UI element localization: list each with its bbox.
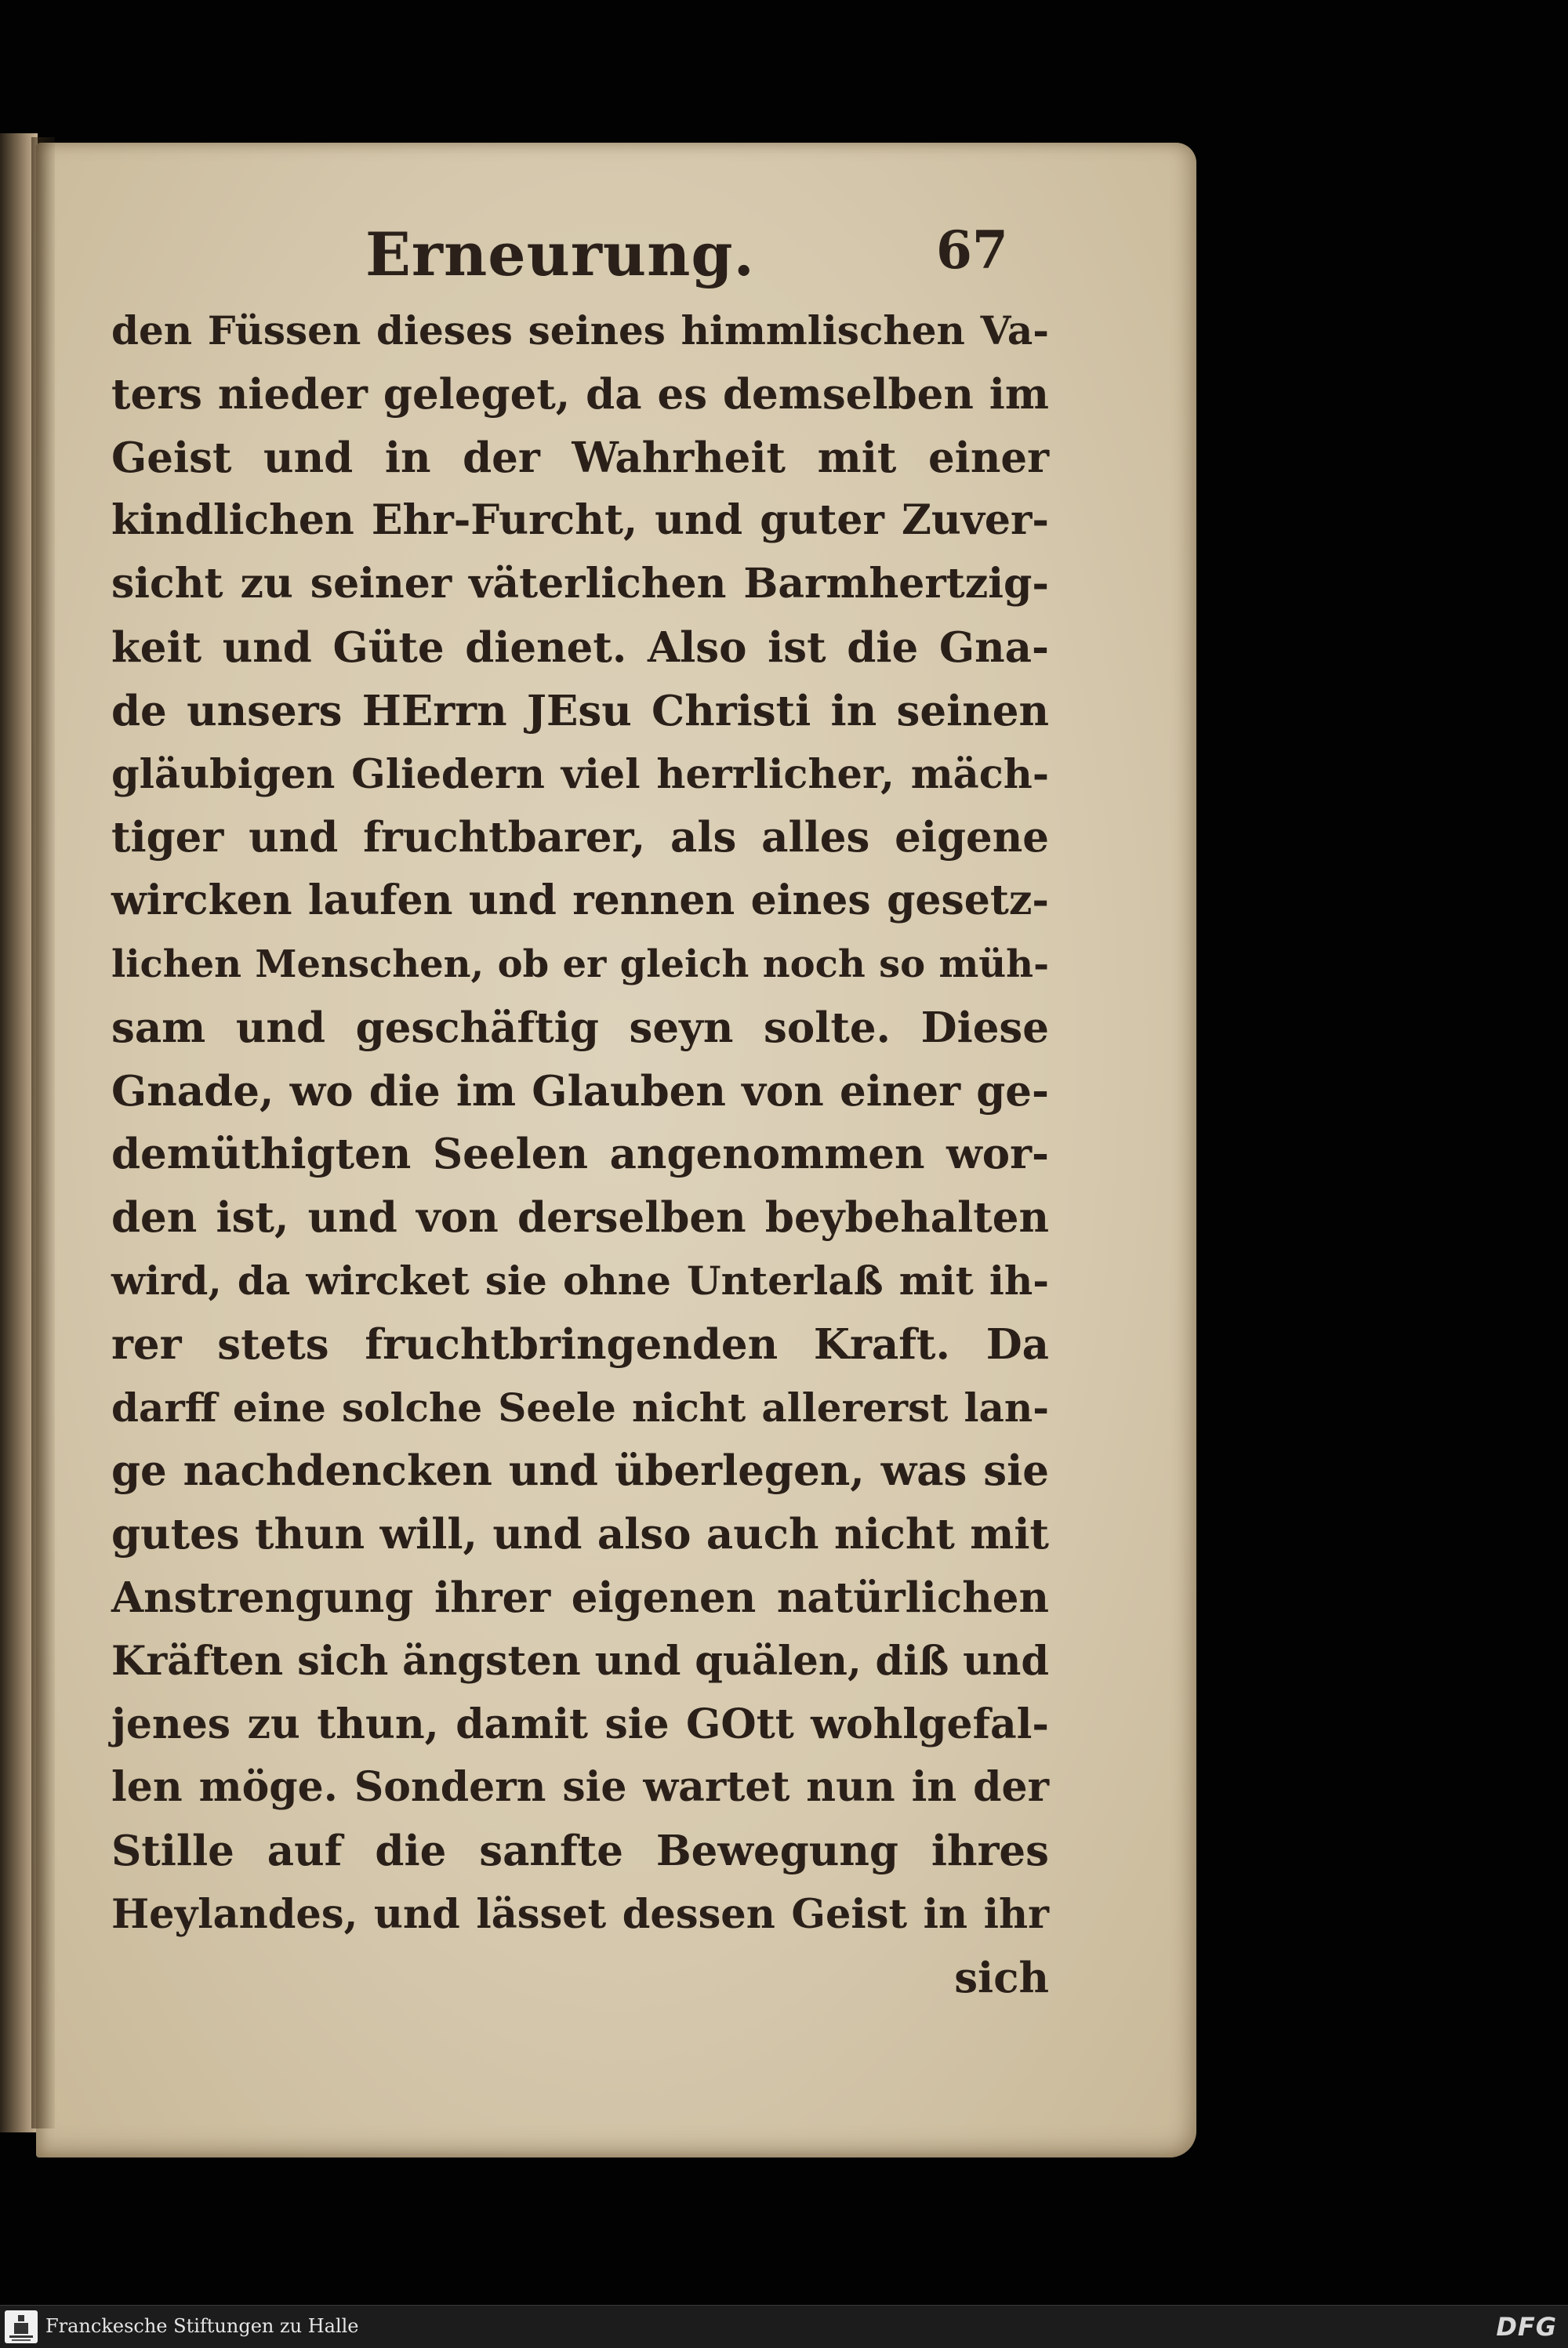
text-line: ge nachdencken und überlegen, was sie [111,1446,1049,1496]
text-line: de unsers HErrn JEsu Christi in seinen [111,686,1049,735]
text-line: wircken laufen und rennen eines gesetz- [111,876,1049,925]
institution-name: Franckesche Stiftungen zu Halle [45,2315,359,2337]
text-line: lichen Menschen, ob er gleich noch so müh- [111,942,1049,986]
text-line: Anstrengung ihrer eigenen natürlichen [111,1573,1049,1622]
text-line: sicht zu seiner väterlichen Barmhertzig- [111,560,1049,608]
text-line: gutes thun will, und also auch nicht mit [111,1510,1049,1559]
text-line: den ist, und von derselben beybehalten [111,1193,1049,1243]
text-line: Kräften sich ängsten und quälen, diß und [111,1637,1049,1685]
spine-shadow [31,137,55,2128]
text-line: rer stets fruchtbringenden Kraft. Da [111,1319,1049,1369]
catchword: sich [954,1953,1049,2002]
text-line: len möge. Sondern sie wartet nun in der [111,1763,1049,1812]
text-line: jenes zu thun, damit sie GOtt wohlgefal- [111,1700,1049,1748]
running-head-title: Erneurung. [365,220,755,289]
text-line: den Füssen dieses seines himmlischen Va- [111,307,1049,354]
text-line: Geist und in der Wahrheit mit einer [111,433,1049,482]
text-line: sam und geschäftig seyn solte. Diese [111,1003,1049,1052]
running-head [36,220,1196,290]
body-text [111,299,1049,2010]
francke-foundation-logo-icon[interactable] [5,2310,38,2343]
dfg-logo: DFG [1496,2312,1557,2342]
text-line: kindlichen Ehr-Furcht, und guter Zuver- [111,496,1049,545]
text-line: keit und Güte dienet. Also ist die Gna- [111,622,1049,672]
text-line: tiger und fruchtbarer, als alles eigene [111,813,1049,862]
text-line: Gnade, wo die im Glauben von einer ge- [111,1066,1049,1116]
text-line: darff eine solche Seele nicht allererst lan- [111,1384,1049,1431]
book-page [36,143,1196,2157]
text-line: Heylandes, und lässet dessen Geist in ihr [111,1890,1049,1938]
text-line: ters nieder geleget, da es demselben im [111,369,1049,419]
text-line: wird, da wircket sie ohne Unterlaß mit ih- [111,1257,1049,1304]
footer-bar [0,2305,1568,2348]
text-line: gläubigen Gliedern viel herrlicher, mäch- [111,750,1049,798]
text-line: demüthigten Seelen angenommen wor- [111,1130,1049,1179]
page-number: 67 [936,220,1008,281]
text-line: Stille auf die sanfte Bewegung ihres [111,1827,1049,1876]
